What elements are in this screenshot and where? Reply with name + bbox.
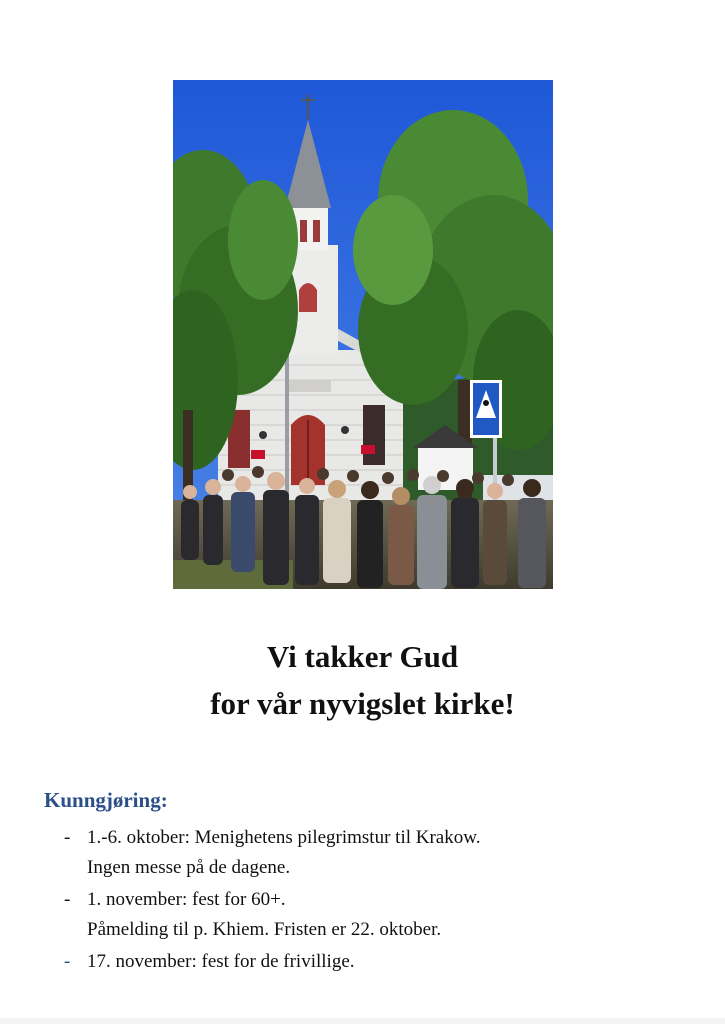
announcement-text: 1.-6. oktober: Menighetens pilegrimstur til Krakow. xyxy=(87,827,481,848)
announcement-text: 17. november: fest for de frivillige. xyxy=(87,951,355,972)
list-dash: - xyxy=(64,827,71,848)
announcements-title: Kunngjøring: xyxy=(44,788,168,812)
headline-line-2: for vår nyvigslet kirke! xyxy=(210,686,515,721)
list-dash: - xyxy=(64,889,71,910)
announcement-text: Ingen messe på de dagene. xyxy=(87,857,291,878)
list-item xyxy=(64,885,684,945)
announcements-list xyxy=(64,823,684,977)
announcement-text: 1. november: fest for 60+. xyxy=(87,889,286,910)
list-item xyxy=(64,947,684,977)
crowd xyxy=(181,466,546,589)
list-item xyxy=(64,823,684,883)
church-photo xyxy=(173,80,553,589)
announcement-text: Påmelding til p. Khiem. Fristen er 22. oktober. xyxy=(87,919,442,940)
page-edge xyxy=(0,1018,725,1024)
list-dash: - xyxy=(64,951,71,972)
headline-line-1: Vi takker Gud xyxy=(266,639,459,674)
